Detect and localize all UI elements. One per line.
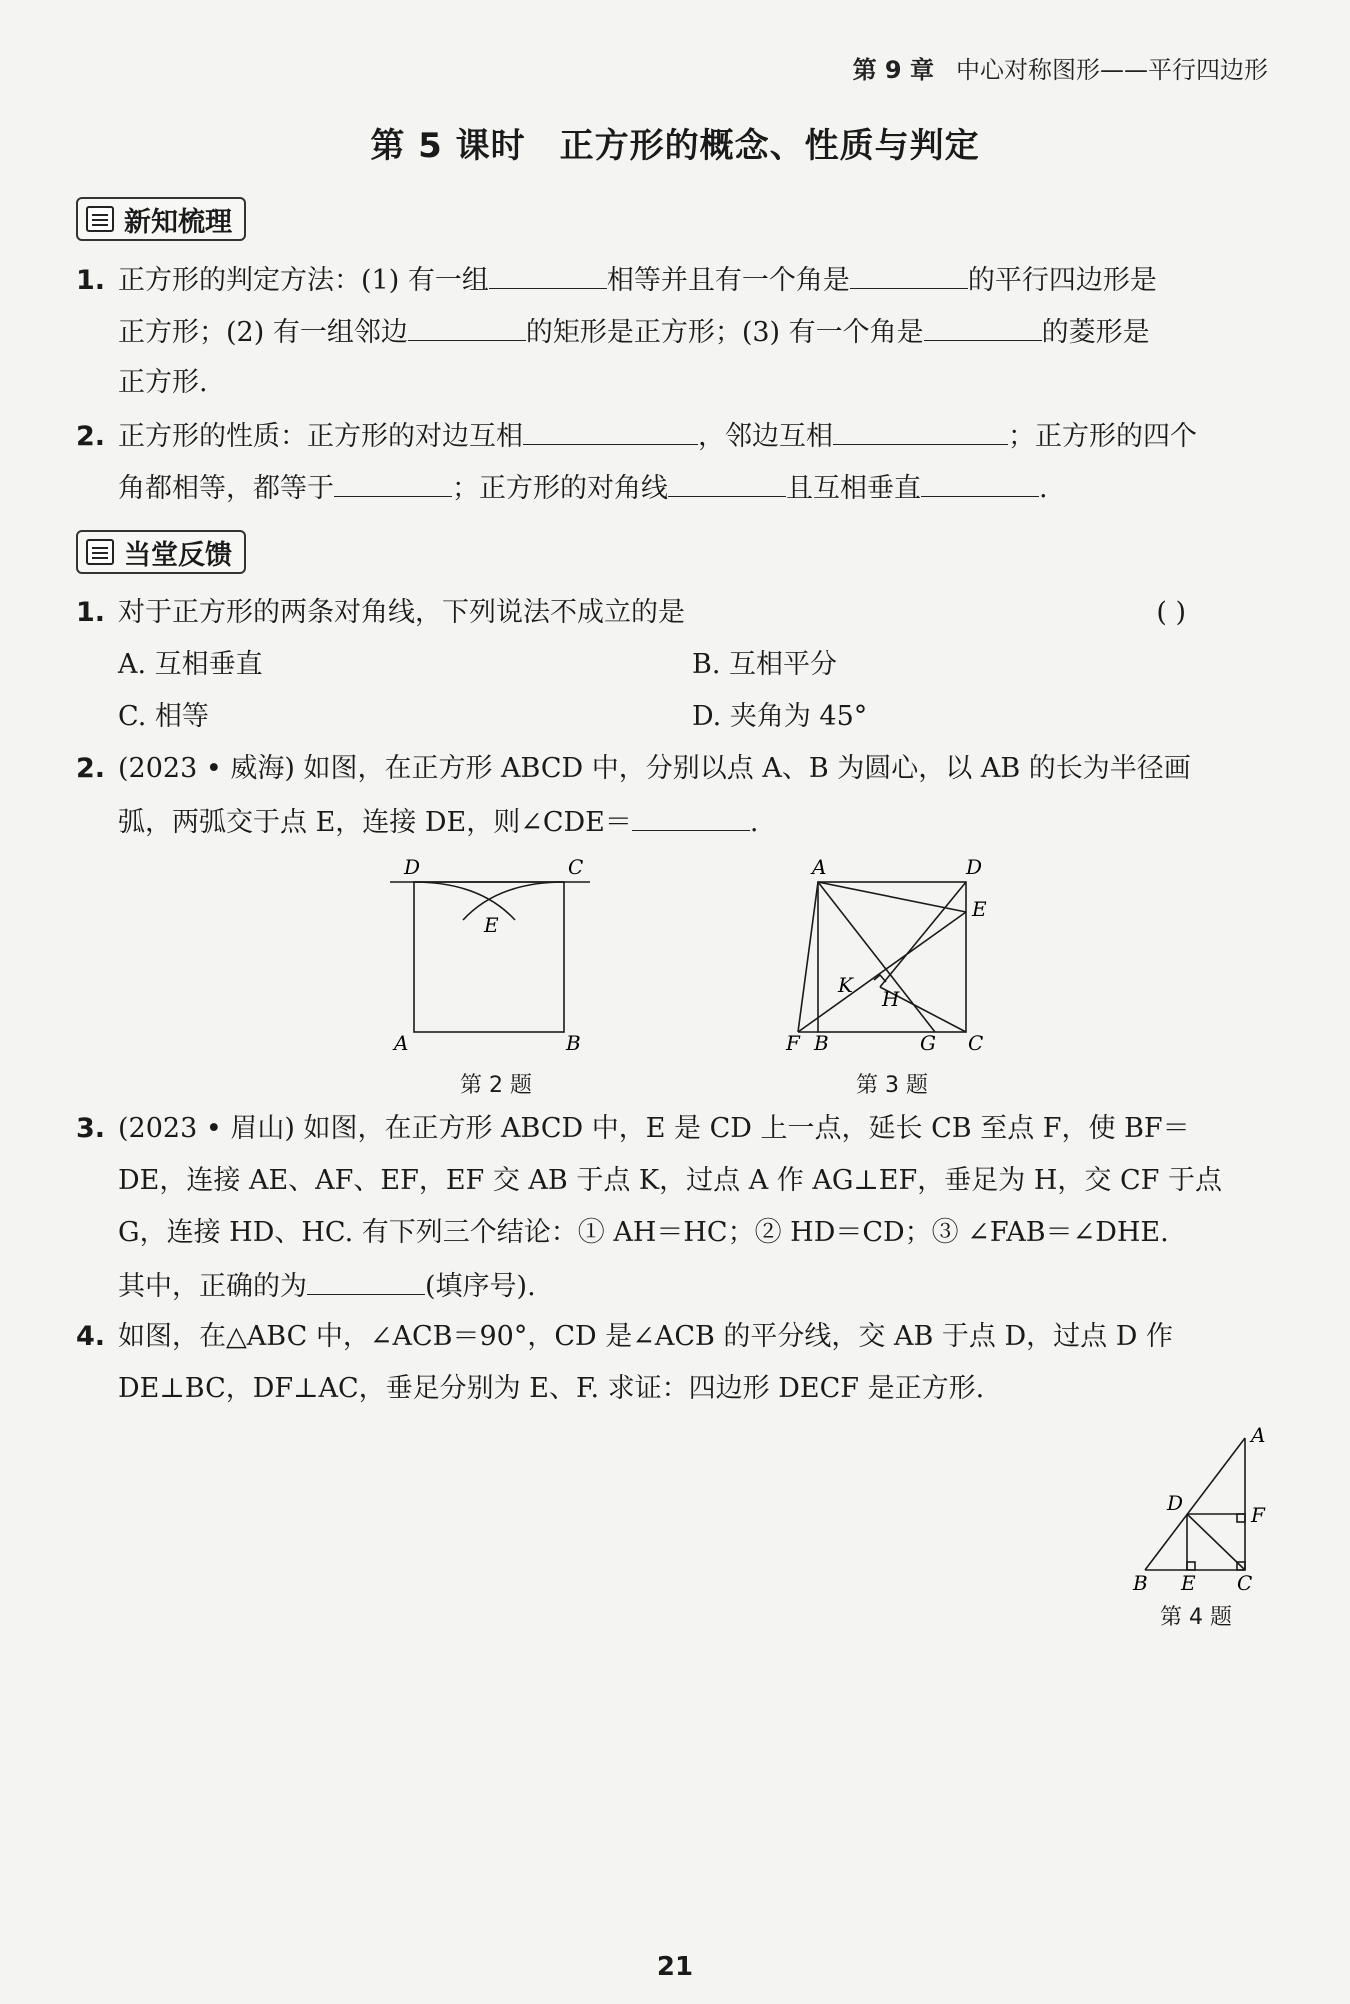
answer-blank[interactable] — [489, 262, 607, 289]
book-icon — [86, 206, 114, 232]
label-g: G — [920, 1031, 936, 1055]
label-b: B — [814, 1031, 829, 1055]
right-angle-mark-f — [1237, 1514, 1245, 1522]
pencil-note-icon — [86, 539, 114, 565]
text: 弧，两弧交于点 E，连接 DE，则∠CDE＝ — [118, 807, 632, 838]
answer-blank[interactable] — [850, 262, 968, 289]
text: (填序号). — [425, 1271, 536, 1302]
s2-q2-line1 — [76, 752, 1270, 786]
text: (2023 • 威海) 如图，在正方形 ABCD 中，分别以点 A、B 为圆心，以 AB 的长为半径画 — [118, 753, 1191, 784]
question-number: 4. — [76, 1321, 106, 1352]
caption-fig3: 第 3 题 — [856, 1073, 928, 1098]
text: . — [1039, 473, 1048, 504]
segment-ae — [818, 882, 966, 912]
label-c: C — [568, 855, 584, 879]
lesson-topic: 正方形的概念、性质与判定 — [559, 126, 980, 166]
question-number: 2. — [76, 421, 106, 452]
answer-blank[interactable] — [668, 470, 786, 497]
figure-q4 — [1125, 1418, 1285, 1608]
text: 相等并且有一个角是 — [606, 265, 850, 296]
s2-q3-line2: DE，连接 AE、AF、EF，EF 交 AB 于点 K，过点 A 作 AG⊥EF，垂足为 H，交 CF 于点 — [118, 1165, 1222, 1196]
section-header-knowledge — [76, 197, 246, 241]
label-d: D — [404, 855, 421, 879]
s2-q4-line2: DE⊥BC，DF⊥AC，垂足分别为 E、F. 求证：四边形 DECF 是正方形. — [118, 1373, 985, 1404]
option-a[interactable]: A. 互相垂直 — [118, 649, 263, 680]
text: 角都相等，都等于 — [118, 473, 334, 504]
option-c[interactable]: C. 相等 — [118, 701, 209, 732]
option-b[interactable]: B. 互相平分 — [692, 649, 838, 680]
label-d: D — [966, 855, 983, 879]
s2-q4-line1 — [76, 1320, 1270, 1354]
answer-blank[interactable] — [833, 418, 1008, 445]
segment-ef — [798, 912, 966, 1032]
text: 对于正方形的两条对角线，下列说法不成立的是 — [118, 597, 685, 628]
label-e: E — [1181, 1571, 1196, 1595]
label-d: D — [1167, 1491, 1184, 1515]
page-number: 21 — [656, 1952, 694, 1982]
figure-q2 — [380, 852, 600, 1070]
chapter-label: 第 9 章 — [852, 56, 934, 84]
text: 正方形的判定方法：(1) 有一组 — [118, 265, 489, 296]
label-c: C — [1237, 1571, 1253, 1595]
arc-from-a — [414, 882, 515, 920]
s1-q1-line1 — [76, 262, 1270, 298]
text: 的平行四边形是 — [967, 265, 1157, 296]
label-b: B — [1133, 1571, 1148, 1595]
text: ；正方形的对角线 — [452, 473, 668, 504]
caption-fig2: 第 2 题 — [460, 1073, 532, 1098]
text: (2023 • 眉山) 如图，在正方形 ABCD 中，E 是 CD 上一点，延长 CB 至点 F，使 BF＝ — [118, 1113, 1190, 1144]
s2-q3-line3: G，连接 HD、HC. 有下列三个结论：① AH＝HC；② HD＝CD；③ ∠FAB＝∠DHE. — [118, 1217, 1169, 1248]
label-f: F — [786, 1031, 800, 1055]
answer-blank[interactable] — [924, 314, 1042, 341]
label-e: E — [972, 897, 987, 921]
s1-q2-line1 — [76, 418, 1270, 454]
answer-parentheses[interactable]: ( ) — [1156, 597, 1186, 628]
right-angle-mark-e — [1187, 1562, 1195, 1570]
section-title: 新知梳理 — [124, 206, 232, 238]
arc-from-b — [463, 882, 564, 920]
question-number: 1. — [76, 265, 106, 296]
text: 的菱形是 — [1041, 317, 1150, 348]
label-h: H — [882, 987, 900, 1011]
answer-blank[interactable] — [334, 470, 452, 497]
label-a: A — [812, 855, 827, 879]
label-a: A — [1251, 1423, 1266, 1447]
s1-q2-line2 — [118, 470, 1270, 506]
running-header — [853, 50, 1268, 85]
text: 正方形的性质：正方形的对边互相 — [118, 421, 523, 452]
segment-ab — [1145, 1438, 1245, 1570]
answer-blank[interactable] — [307, 1268, 425, 1295]
label-a: A — [394, 1031, 409, 1055]
s2-q3-line1 — [76, 1112, 1270, 1146]
text: 如图，在△ABC 中，∠ACB＝90°，CD 是∠ACB 的平分线，交 AB 于点 D，过点 D 作 — [118, 1321, 1173, 1352]
question-number: 1. — [76, 597, 106, 628]
s1-q1-line2 — [118, 314, 1270, 350]
text: ，邻边互相 — [698, 421, 833, 452]
label-e: E — [484, 913, 499, 937]
answer-blank[interactable] — [632, 804, 750, 831]
answer-blank[interactable] — [523, 418, 698, 445]
text: 的矩形是正方形；(3) 有一个角是 — [525, 317, 924, 348]
lesson-number: 第 5 课时 — [370, 126, 526, 166]
option-d[interactable]: D. 夹角为 45° — [692, 701, 868, 732]
s2-q1-stem — [76, 596, 1270, 630]
caption-fig4: 第 4 题 — [1160, 1605, 1232, 1630]
label-k: K — [838, 973, 853, 997]
label-f: F — [1251, 1503, 1265, 1527]
segment-ag — [818, 882, 935, 1032]
s1-q1-line3: 正方形. — [118, 367, 208, 398]
label-b: B — [566, 1031, 581, 1055]
question-number: 2. — [76, 753, 106, 784]
square-abcd — [414, 882, 564, 1032]
text: 且互相垂直 — [786, 473, 921, 504]
segment-af — [798, 882, 818, 1032]
text: ；正方形的四个 — [1008, 421, 1197, 452]
figure-q3 — [770, 852, 1010, 1070]
label-c: C — [968, 1031, 984, 1055]
answer-blank[interactable] — [921, 470, 1039, 497]
text: . — [749, 807, 759, 838]
section-title: 当堂反馈 — [124, 539, 232, 571]
text: 正方形；(2) 有一组邻边 — [118, 317, 408, 348]
s2-q2-line2 — [118, 804, 1270, 840]
lesson-title — [0, 118, 1350, 167]
text: 其中，正确的为 — [118, 1271, 307, 1302]
question-number: 3. — [76, 1113, 106, 1144]
s2-q3-line4 — [118, 1268, 1270, 1304]
chapter-subtitle: 中心对称图形——平行四边形 — [956, 56, 1268, 84]
answer-blank[interactable] — [408, 314, 526, 341]
section-header-feedback — [76, 530, 246, 574]
